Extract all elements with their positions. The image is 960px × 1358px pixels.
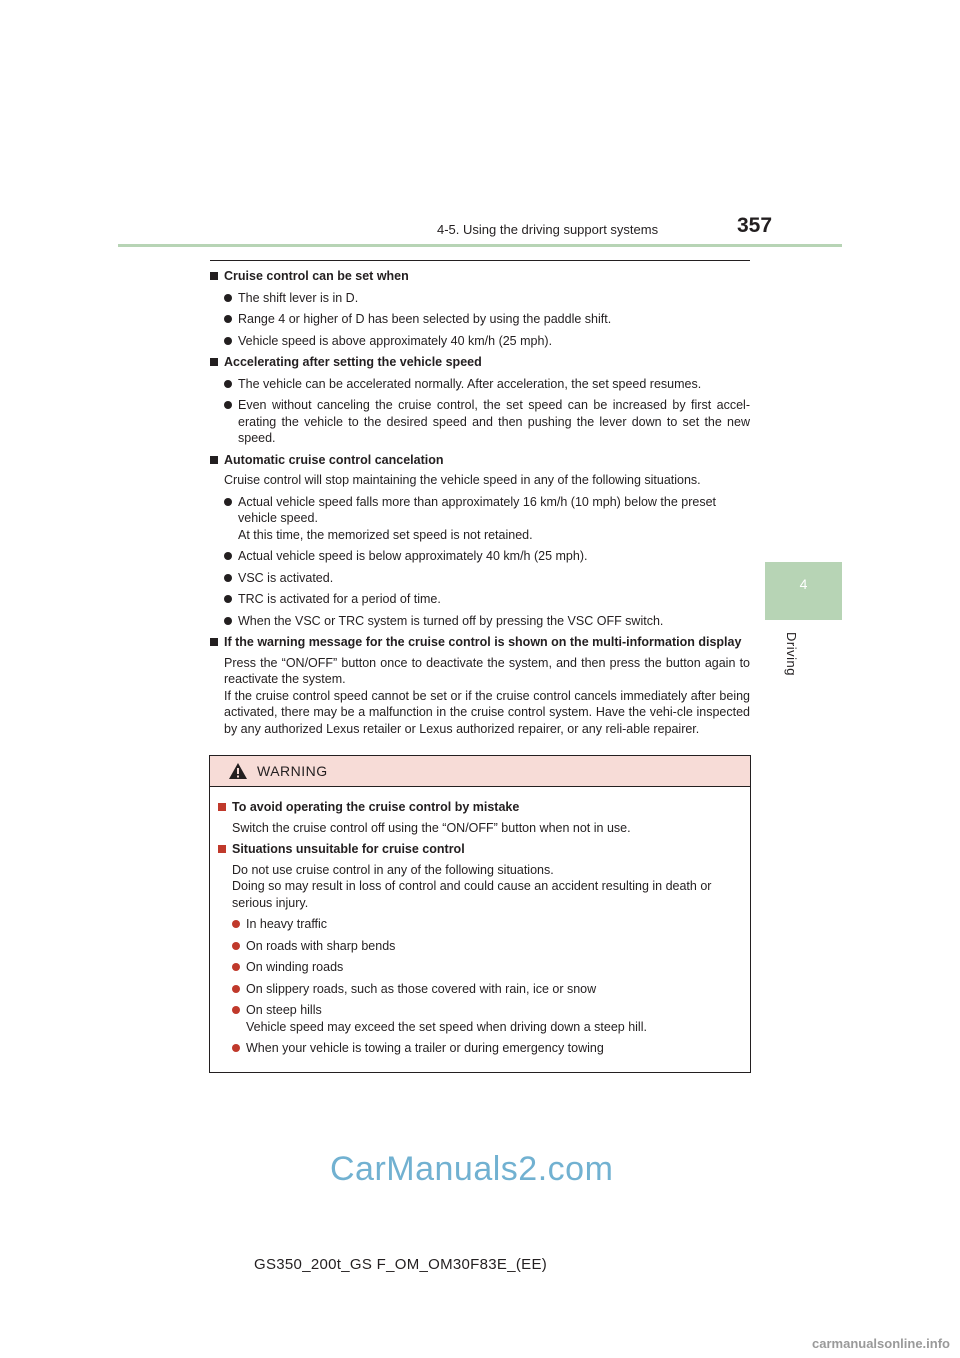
- warning-title: WARNING: [257, 763, 328, 779]
- warning-content: [218, 799, 738, 1057]
- square-bullet-icon: [210, 358, 218, 366]
- list-item: On winding roads: [218, 959, 738, 976]
- list-item: Vehicle speed is above approximately 40 km/h (25 mph).: [210, 333, 750, 350]
- section-intro: Cruise control will stop maintaining the vehicle speed in any of the following situations.: [224, 473, 701, 487]
- circle-bullet-icon: [232, 1044, 240, 1052]
- circle-bullet-icon: [224, 595, 232, 603]
- list-item: Range 4 or higher of D has been selected by using the paddle shift.: [210, 311, 750, 328]
- circle-bullet-icon: [224, 552, 232, 560]
- section-heading: If the warning message for the cruise control is shown on the multi-information display: [210, 634, 750, 651]
- section-header-title: 4-5. Using the driving support systems: [437, 222, 659, 237]
- paragraph: Doing so may result in loss of control and could cause an accident resulting in death or serious injury.: [232, 879, 712, 910]
- list-item: On roads with sharp bends: [218, 938, 738, 955]
- square-bullet-icon: [218, 803, 226, 811]
- square-bullet-icon: [210, 456, 218, 464]
- section-heading: Accelerating after setting the vehicle speed: [210, 354, 750, 371]
- main-content: [210, 268, 750, 737]
- list-item: VSC is activated.: [210, 570, 750, 587]
- paragraph: Switch the cruise control off using the “ON/OFF” button when not in use.: [232, 820, 631, 835]
- list-item: When the VSC or TRC system is turned off by pressing the VSC OFF switch.: [210, 613, 750, 630]
- list-item: Actual vehicle speed is below approximately 40 km/h (25 mph).: [210, 548, 750, 565]
- chapter-tab: [765, 562, 842, 620]
- paragraph: Press the “ON/OFF” button once to deactivate the system, and then press the button again to reactivate the system.: [224, 655, 750, 686]
- section-heading: Automatic cruise control cancelation: [210, 452, 750, 469]
- list-item: When your vehicle is towing a trailer or during emergency towing: [218, 1040, 738, 1057]
- header-rule: [118, 244, 842, 247]
- list-item: On steep hills Vehicle speed may exceed the set speed when driving down a steep hill.: [218, 1002, 738, 1035]
- watermark-footer[interactable]: carmanualsonline.info: [812, 1336, 950, 1351]
- circle-bullet-icon: [232, 942, 240, 950]
- list-item: In heavy traffic: [218, 916, 738, 933]
- content-top-rule: [210, 260, 750, 261]
- list-item: The shift lever is in D.: [210, 290, 750, 307]
- circle-bullet-icon: [224, 574, 232, 582]
- list-item: The vehicle can be accelerated normally. After acceleration, the set speed resumes.: [210, 376, 750, 393]
- circle-bullet-icon: [232, 963, 240, 971]
- circle-bullet-icon: [224, 498, 232, 506]
- paragraph: If the cruise control speed cannot be set or if the cruise control cancels immediately after being activated, there may be a malfunction in the cruise control system. Have the vehi-cle inspected by any authorized Lexus retailer or Lexus authorized repairer, or any reli-able repairer.: [224, 688, 750, 736]
- warning-section-heading: Situations unsuitable for cruise control: [218, 841, 738, 858]
- warning-box: [209, 755, 751, 1073]
- warning-section-heading: To avoid operating the cruise control by mistake: [218, 799, 738, 816]
- chapter-tab-label: Driving: [784, 632, 799, 676]
- circle-bullet-icon: [224, 294, 232, 302]
- circle-bullet-icon: [232, 985, 240, 993]
- list-item: On slippery roads, such as those covered with rain, ice or snow: [218, 981, 738, 998]
- square-bullet-icon: [218, 845, 226, 853]
- circle-bullet-icon: [232, 1006, 240, 1014]
- square-bullet-icon: [210, 272, 218, 280]
- circle-bullet-icon: [224, 315, 232, 323]
- list-item: Actual vehicle speed falls more than approximately 16 km/h (10 mph) below the preset vehicle speed. At this time, the memorized set speed is not retained.: [210, 494, 750, 544]
- circle-bullet-icon: [232, 920, 240, 928]
- square-bullet-icon: [210, 638, 218, 646]
- page-number: 357: [737, 214, 773, 237]
- chapter-tab-number: 4: [799, 576, 808, 592]
- list-item: TRC is activated for a period of time.: [210, 591, 750, 608]
- circle-bullet-icon: [224, 337, 232, 345]
- paragraph: Do not use cruise control in any of the following situations.: [232, 862, 554, 877]
- circle-bullet-icon: [224, 380, 232, 388]
- document-code: GS350_200t_GS F_OM_OM30F83E_(EE): [254, 1256, 548, 1273]
- circle-bullet-icon: [224, 401, 232, 409]
- section-heading: Cruise control can be set when: [210, 268, 750, 285]
- circle-bullet-icon: [224, 617, 232, 625]
- list-item: Even without canceling the cruise control, the set speed can be increased by first accel-erating the vehicle to the desired speed and then pushing the lever down to set the new speed.: [210, 397, 750, 447]
- warning-triangle-icon: [228, 762, 248, 780]
- watermark-logo[interactable]: CarManuals2.com: [330, 1150, 614, 1188]
- warning-header: [210, 756, 750, 787]
